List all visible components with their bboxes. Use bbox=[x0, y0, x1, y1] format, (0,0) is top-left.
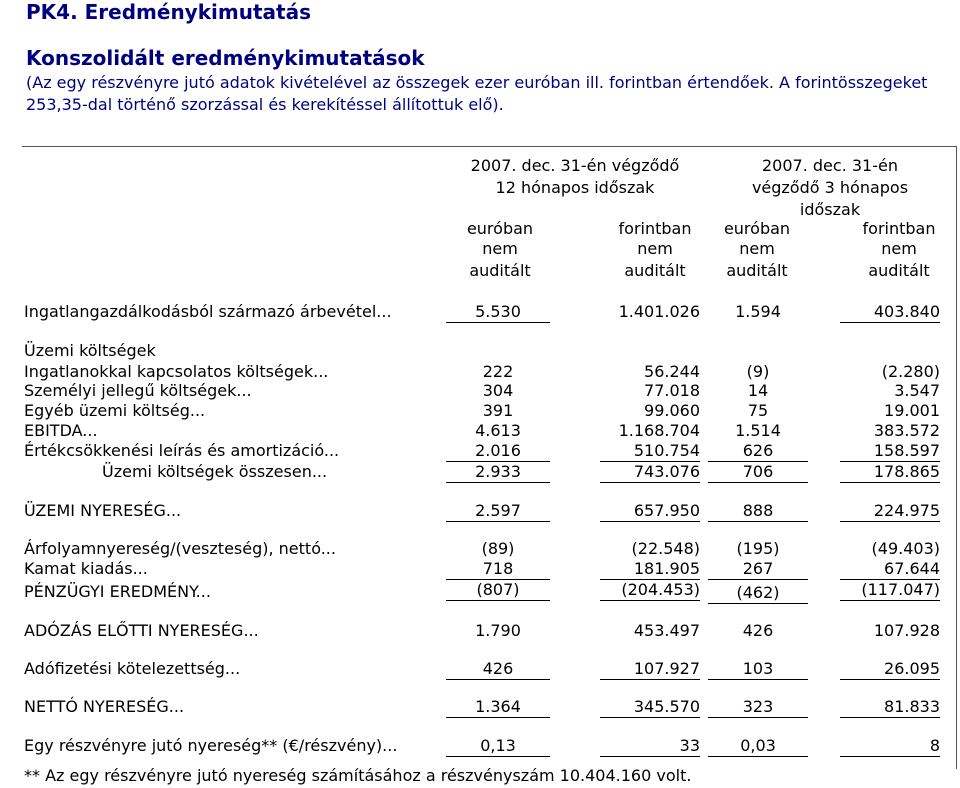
value-cell: 345.570 bbox=[600, 696, 700, 718]
value-cell: (22.548) bbox=[631, 539, 700, 558]
value-cell: 510.754 bbox=[600, 440, 700, 462]
audit-header-line: nem bbox=[482, 239, 518, 258]
value-cell: (2.280) bbox=[881, 362, 940, 381]
value-cell: 1.790 bbox=[475, 621, 521, 640]
row-label: EBITDA... bbox=[24, 421, 98, 440]
value-cell: 4.613 bbox=[475, 421, 521, 440]
value-cell: 8 bbox=[840, 735, 940, 757]
value-cell: (9) bbox=[746, 362, 770, 381]
audit-header bbox=[600, 238, 710, 282]
row-label: PÉNZÜGYI EREDMÉNY... bbox=[24, 582, 211, 601]
value-cell: 383.572 bbox=[873, 421, 940, 440]
value-cell: 75 bbox=[747, 401, 769, 420]
value-cell: (49.403) bbox=[871, 539, 940, 558]
value-cell: 19.001 bbox=[884, 401, 940, 420]
row-label: Egy részvényre jutó nyereség** (€/részvény)... bbox=[24, 736, 398, 755]
period1-header-line: 12 hónapos időszak bbox=[495, 178, 655, 197]
audit-header-line: nem bbox=[739, 239, 775, 258]
value-cell: 657.950 bbox=[600, 500, 700, 522]
row-label: Ingatlanokkal kapcsolatos költségek... bbox=[24, 362, 329, 381]
value-cell: 718 bbox=[446, 558, 550, 580]
audit-header bbox=[455, 238, 545, 282]
audit-header-line: nem bbox=[881, 239, 917, 258]
period2-header-line: 2007. dec. 31-én bbox=[762, 156, 898, 175]
currency-header: euróban bbox=[723, 219, 791, 238]
value-cell: 453.497 bbox=[633, 621, 700, 640]
value-cell: 222 bbox=[482, 362, 514, 381]
value-cell: 3.547 bbox=[894, 381, 940, 400]
value-cell: 181.905 bbox=[600, 558, 700, 580]
value-cell: 0,03 bbox=[708, 735, 808, 757]
value-cell: 56.244 bbox=[644, 362, 700, 381]
value-cell: 626 bbox=[708, 440, 808, 462]
period2-header-line: végződő 3 hónapos bbox=[751, 178, 909, 197]
audit-header-line: auditált bbox=[469, 261, 531, 280]
row-label: Egyéb üzemi költség... bbox=[24, 401, 206, 420]
currency-header: forintban bbox=[618, 219, 692, 238]
value-cell: 323 bbox=[708, 696, 808, 718]
value-cell: 706 bbox=[708, 461, 808, 483]
value-cell: 81.833 bbox=[840, 696, 940, 718]
value-cell: 1.364 bbox=[446, 696, 550, 718]
value-cell: 304 bbox=[482, 381, 514, 400]
value-cell: 1.168.704 bbox=[618, 421, 700, 440]
value-cell: 158.597 bbox=[840, 440, 940, 462]
value-cell: 67.644 bbox=[840, 558, 940, 580]
row-label: Üzemi költségek összesen... bbox=[102, 462, 328, 481]
row-label: Adófizetési kötelezettség... bbox=[24, 659, 241, 678]
value-cell: 0,13 bbox=[446, 735, 550, 757]
currency-header: forintban bbox=[862, 219, 936, 238]
period1-header bbox=[450, 155, 700, 199]
row-label: Árfolyamnyereség/(veszteség), nettó... bbox=[24, 539, 336, 558]
value-cell: 5.530 bbox=[446, 301, 550, 323]
value-cell: (204.453) bbox=[600, 579, 700, 601]
value-cell: 391 bbox=[482, 401, 514, 420]
audit-header-line: auditált bbox=[726, 261, 788, 280]
value-cell: 426 bbox=[446, 658, 550, 680]
row-label: ÜZEMI NYERESÉG... bbox=[24, 501, 182, 520]
value-cell: 103 bbox=[708, 658, 808, 680]
row-label: NETTÓ NYERESÉG... bbox=[24, 697, 185, 716]
value-cell: 107.927 bbox=[600, 658, 700, 680]
section-title: PK4. Eredménykimutatás bbox=[26, 0, 311, 24]
period2-header bbox=[710, 155, 950, 221]
row-label: Kamat kiadás... bbox=[24, 559, 148, 578]
row-label: Értékcsökkenési leírás és amortizáció... bbox=[24, 441, 340, 460]
audit-header bbox=[844, 238, 954, 282]
audit-header-line: auditált bbox=[624, 261, 686, 280]
period1-header-line: 2007. dec. 31-én végződő bbox=[470, 156, 680, 175]
value-cell: 77.018 bbox=[644, 381, 700, 400]
value-cell: 1.594 bbox=[735, 302, 781, 321]
audit-header-line: nem bbox=[637, 239, 673, 258]
value-cell: 178.865 bbox=[840, 461, 940, 483]
value-cell: 426 bbox=[742, 621, 774, 640]
value-cell: 26.095 bbox=[840, 658, 940, 680]
footnote: ** Az egy részvényre jutó nyereség számításához a részvényszám 10.404.160 volt. bbox=[24, 766, 692, 785]
section-label: Üzemi költségek bbox=[24, 341, 156, 360]
row-label: Személyi jellegű költségek... bbox=[24, 381, 252, 400]
row-label: Ingatlangazdálkodásból származó árbevétel... bbox=[24, 302, 392, 321]
value-cell: 99.060 bbox=[644, 401, 700, 420]
intro-text: (Az egy részvényre jutó adatok kivételével az összegek ezer euróban ill. forintban értendőek. A forintösszegeket 253,35-dal történő szorzással és kerekítéssel állítottuk elő). bbox=[26, 73, 928, 114]
row-label: ADÓZÁS ELŐTTI NYERESÉG... bbox=[24, 621, 259, 640]
main-title: Konszolidált eredménykimutatások bbox=[26, 46, 425, 70]
currency-header: euróban bbox=[466, 219, 534, 238]
value-cell: 403.840 bbox=[840, 301, 940, 323]
audit-header bbox=[712, 238, 802, 282]
value-cell: (117.047) bbox=[840, 579, 940, 601]
value-cell: (462) bbox=[708, 582, 808, 604]
value-cell: 888 bbox=[708, 500, 808, 522]
value-cell: 2.597 bbox=[446, 500, 550, 522]
value-cell: 107.928 bbox=[873, 621, 940, 640]
value-cell: 224.975 bbox=[840, 500, 940, 522]
value-cell: 2.016 bbox=[446, 440, 550, 462]
value-cell: (89) bbox=[481, 539, 515, 558]
period2-header-line: időszak bbox=[799, 200, 861, 219]
value-cell: (807) bbox=[446, 579, 550, 601]
value-cell: 1.514 bbox=[735, 421, 781, 440]
value-cell: 743.076 bbox=[600, 461, 700, 483]
value-cell: 2.933 bbox=[446, 461, 550, 483]
value-cell: 14 bbox=[747, 381, 769, 400]
value-cell: 33 bbox=[600, 735, 700, 757]
value-cell: 1.401.026 bbox=[618, 302, 700, 321]
audit-header-line: auditált bbox=[868, 261, 930, 280]
value-cell: (195) bbox=[736, 539, 780, 558]
value-cell: 267 bbox=[708, 558, 808, 580]
